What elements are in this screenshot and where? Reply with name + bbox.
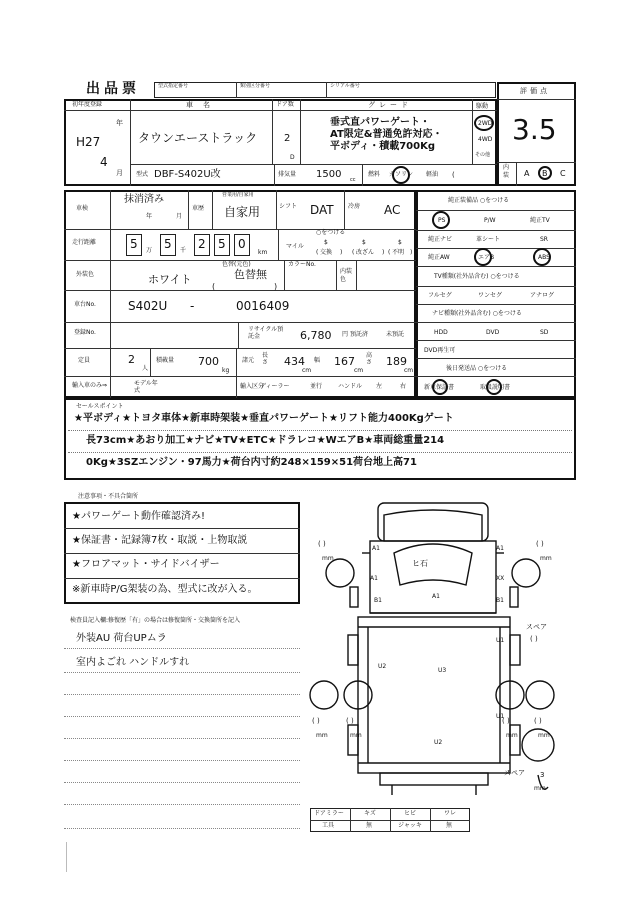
class-no-label: 類別区分番号 [240,83,271,89]
color-paren-close: ) [274,282,278,291]
spare-label-bottom: スペア [504,769,525,777]
color-change-value: 色替無 [234,268,267,281]
diagram-b1-left: B1 [374,597,382,604]
length-value: 434 [284,355,305,368]
equip-navi: 純正ナビ [428,236,453,243]
chassis-label: 車台No. [74,301,96,308]
fuel-label: 燃料 [368,171,381,178]
note-3: ★フロアマット・サイドバイザー [72,559,220,570]
interior-c: C [560,169,566,178]
tire-mm-fr: mm [540,555,552,562]
page-title: 出品票 [86,81,140,97]
shaken-year-unit: 年 [146,213,153,220]
dim-label: 諸元 [242,357,255,364]
spare-paren-top: ( ) [530,635,538,643]
reg-year-unit: 年 [116,119,123,127]
spare-value: 3 [540,771,545,779]
purpose-label: 営業用/自家用 [222,192,254,198]
interior-b-circle [538,166,552,180]
height-label: 高さ [366,352,373,366]
door-label: ドア数 [276,101,294,108]
grade-line-2: AT限定&普通免許対応・ [330,129,443,140]
diagram-a1-side: A1 [370,575,378,582]
equip-ps-circle [432,211,450,229]
note-4: ※新車時P/G架装の為、型式に改が入る。 [72,584,258,595]
mileage-label: 走行距離 [72,239,97,246]
equip-leather: 革シート [476,236,501,243]
diagram-stone: ヒ石 [412,559,428,568]
parts-value-0: 工具 [322,822,335,829]
grade-line-1: 垂式直パワーゲート・ [330,117,430,128]
parts-value-2: ジャッキ [398,822,422,829]
recycle-value: 6,780 [300,329,332,342]
width-label: 幅 [314,357,321,364]
tire-mm-rr1: mm [506,732,518,739]
recycle-label: リサイクル預託金 [248,326,284,340]
tire-paren-rl2: ( ) [346,717,354,725]
mileage-circle-note: ○をつける [316,229,346,236]
diagram-a1-left: A1 [372,545,380,552]
tire-mm-fl: mm [322,555,334,562]
score-value: 3.5 [512,113,557,146]
reg-month-unit: 月 [116,169,123,177]
tire-paren-fr: ( ) [536,540,544,548]
shaken-value: 抹消済み [124,194,164,205]
equip-aw: 純正AW [428,254,450,261]
grade-line-3: 平ボディ・積載700Kg [330,141,435,152]
interior-label: 内装 [503,164,510,179]
diagram-a1-right: A1 [496,545,504,552]
drive-label: 駆動 [476,103,489,110]
displacement-label: 排気量 [278,171,297,178]
equip-abs: ABS [538,254,550,261]
tire-mm-rl1: mm [316,732,328,739]
handle-left: 左 [376,383,383,390]
fuel-value: ガソリン [389,171,414,178]
equip-pw: P/W [484,217,496,224]
parts-value-3: 無 [446,822,453,829]
mileage-digit-2: 5 [164,237,172,251]
ac-label: 冷房 [348,203,361,210]
exchange-label: 交換 [320,249,333,256]
later-warranty: 新車保証書 [424,384,455,391]
parts-value-1: 無 [366,822,373,829]
parts-header-3: ワレ [444,810,457,817]
mile-label: マイル [286,243,304,250]
first-reg-label: 初年度登録 [72,101,103,108]
ac-value: AC [384,203,401,217]
later-manual-circle [486,379,502,395]
diagram-u2-bottom: U2 [434,739,443,746]
serial-no-label: シリアル番号 [330,83,360,89]
parts-header-2: ヒビ [404,810,417,817]
chassis-dash: - [190,299,195,313]
handle-label: ハンドル [338,383,363,390]
light-oil-label: 軽油 [426,171,439,178]
inspector-line-1: 外装AU 荷台UPムラ [76,633,167,644]
ext-color-value: ホワイト [148,273,192,286]
reg-month: 4 [100,155,108,169]
parts-header-0: ドアミラー [314,810,344,817]
ext-color-label: 外装色 [76,271,95,278]
tire-paren-rr1: ( ) [502,717,510,725]
sales-label: セールスポイント [76,403,124,410]
tire-paren-fl: ( ) [318,540,326,548]
mileage-digit-1: 5 [130,237,138,251]
recycle-paid: 預託済 [350,331,369,338]
mileage-digit-5: 0 [238,237,246,251]
import-class-label: 輸入区分 [240,383,265,390]
car-name: タウンエーストラック [138,131,258,145]
reg-year: H27 [76,135,101,149]
equip-abs-circle [533,248,551,266]
length-label: 長さ [262,352,269,366]
model-label: 型式 [136,171,149,178]
mileage-digit-3: 2 [198,237,206,251]
load-unit: kg [222,367,230,374]
shift-value: DAT [310,203,334,217]
load-label: 積載量 [156,357,175,364]
height-value: 189 [386,355,407,368]
door-count: 2 [284,133,291,144]
color-no-label: カラーNo. [288,261,316,268]
mileage-unit-sen: 千 [180,247,187,254]
navi-hdd: HDD [434,329,448,336]
purpose-value: 自家用 [224,205,261,219]
navi-type-title: ナビ種類(社外品含む) ○をつける [432,310,522,317]
id-number-row [154,82,496,98]
note-1: ★パワーゲート動作確認済み! [72,511,205,522]
interior-b: B [542,169,548,178]
navi-dvd: DVD [486,329,500,336]
dollar-1: $ [324,239,328,246]
equip-tv: 純正TV [530,217,550,224]
model-value: DBF-S402U改 [154,169,221,180]
shaken-month-unit: 月 [176,213,183,220]
diagram-u1-bottom: U1 [496,713,505,720]
notes-label: 注意事項・不具合箇所 [78,493,139,500]
color-change-label: 色替(元色) [222,261,251,268]
color-paren-open: ( [212,282,216,291]
spare-mm: mm [534,785,546,792]
mileage-digit-4: 5 [218,237,226,251]
navi-sd: SD [540,329,549,336]
fuel-circle [392,166,410,184]
int-color-label: 内装色 [340,268,353,283]
sales-line-1: ★平ボディ★トヨタ車体★新車時架装★垂直パワーゲート★リフト能力400Kgゲート [74,413,454,424]
tv-analog: アナログ [530,292,555,299]
score-label: 評価点 [520,87,550,95]
reg-history-label: 車歴 [192,205,205,212]
later-warranty-circle [432,379,448,395]
tire-mm-rl2: mm [350,732,362,739]
diagram-xx: XX [496,575,505,582]
tire-mm-rr2: mm [538,732,550,739]
inspection-block [64,190,416,398]
shaken-label: 車検 [76,205,89,212]
later-title: 後日発送品 ○をつける [446,365,508,372]
dealer-option: ディーラー [260,383,290,390]
tire-paren-rr2: ( ) [534,717,542,725]
tv-oneseg: ワンセグ [478,292,503,299]
load-value: 700 [198,355,219,368]
parallel-option: 並行 [310,383,323,390]
model-year-label: モデル年式 [134,380,158,394]
sales-line-3: 0Kg★3SZエンジン・97馬力★荷台内寸約248×159×51荷台地上高71 [86,457,417,468]
parts-header-1: キズ [364,810,376,817]
diagram-u1-top: U1 [496,637,505,644]
inspector-label: 検査員記入欄:修復歴「有」の場合は修復箇所・交換箇所を記入 [70,617,241,624]
import-label: 輸入車のみ⇒ [72,382,108,389]
chassis-number: 0016409 [236,299,290,313]
recycle-unit: 円 [342,331,349,338]
name-label: 車名 [186,101,220,109]
damage-diagram [300,495,576,805]
diagram-b1-right: B1 [496,597,504,604]
drive-other: その他 [475,152,491,158]
capacity-unit: 人 [142,365,149,372]
navi-dvd-play: DVD再生可 [424,347,456,354]
altered-label: 改ざん [356,249,375,256]
equip-airbag-circle [474,248,495,266]
drive-2wd-circle [474,115,494,131]
mileage-km: km [258,249,268,256]
shift-label: シフト [279,203,298,210]
spare-label-top: スペア [526,623,547,631]
sales-line-2: 長73cm★あおり加工★ナビ★TV★ETC★ドラレコ★WエアB★車両総重量214 [86,435,445,446]
later-manual: 取扱説明書 [480,384,511,391]
tv-fullseg: フルセグ [428,292,452,299]
door-unit: D [290,154,295,161]
capacity-label: 定員 [78,357,91,364]
length-unit: cm [302,367,312,374]
equip-ps: PS [438,217,446,224]
handle-right: 右 [400,383,407,390]
displacement-value: 1500 [316,169,342,180]
equipment-title: 純正装備品 ○をつける [448,197,510,204]
equip-sr: SR [540,236,548,243]
type-no-label: 型式指定番号 [158,83,189,89]
unknown-label: 不明 [392,249,405,256]
width-value: 167 [334,355,355,368]
drive-2wd: 2WD [478,120,493,127]
inspector-line-2: 室内よごれ ハンドルすれ [76,657,190,668]
displacement-unit: cc [350,177,356,183]
mileage-unit-man: 万 [146,247,153,254]
tv-type-title: TV種類(社外品含む) ○をつける [434,273,520,280]
diagram-u2-left: U2 [378,663,387,670]
interior-a: A [524,169,530,178]
chassis-model: S402U [128,299,168,313]
tire-paren-rl1: ( ) [312,717,320,725]
grade-label: グレード [368,101,412,109]
capacity-value: 2 [128,353,135,366]
regno-label: 登録No. [74,329,96,336]
diagram-a1-mid: A1 [432,593,440,600]
equip-airbag: エアB [478,254,495,261]
drive-4wd: 4WD [478,136,493,143]
diagram-u3: U3 [438,667,447,674]
note-2: ★保証書・記録簿7枚・取説・上物取説 [72,535,248,546]
recycle-unpaid: 未預託 [386,331,405,338]
